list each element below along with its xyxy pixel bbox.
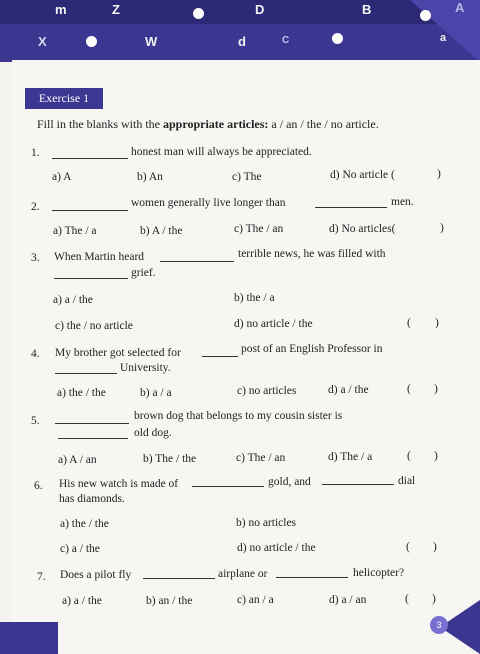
q5-answer-open: ( <box>407 450 411 462</box>
q4-number: 4. <box>31 348 40 360</box>
q7-blank-1[interactable] <box>143 578 215 579</box>
q1-option-d[interactable]: d) No article ( <box>330 169 395 181</box>
q3-option-b[interactable]: b) the / a <box>234 292 275 304</box>
banner-letter-c: C <box>282 35 290 46</box>
page-number: 3 <box>430 616 448 634</box>
q6-text-3: dial <box>398 475 416 487</box>
q7-number: 7. <box>37 571 46 583</box>
q4-option-a[interactable]: a) the / the <box>57 387 106 399</box>
banner-letter-d-small: d <box>238 34 246 49</box>
q4-option-d[interactable]: d) a / the <box>328 384 369 396</box>
q1-text: honest man will always be appreciated. <box>131 146 312 158</box>
q4-blank-2[interactable] <box>55 373 117 374</box>
q2-option-c[interactable]: c) The / an <box>234 223 284 235</box>
banner-letter-a: A <box>455 0 465 15</box>
q4-text-2: post of an English Professor in <box>241 343 383 355</box>
q5-text-end: old dog. <box>134 427 172 439</box>
q1-number: 1. <box>31 147 40 159</box>
q1-blank[interactable] <box>52 158 128 159</box>
q4-option-b[interactable]: b) a / a <box>140 387 172 399</box>
q6-blank-2[interactable] <box>322 484 394 485</box>
q3-option-c[interactable]: c) the / no article <box>55 320 133 332</box>
q3-text-end: grief. <box>131 267 156 279</box>
q6-blank-1[interactable] <box>192 486 264 487</box>
header-banner <box>0 0 480 62</box>
q4-text-end: University. <box>120 362 171 374</box>
banner-dot <box>332 33 343 44</box>
q6-answer-open: ( <box>406 541 410 553</box>
q4-blank-1[interactable] <box>202 356 238 357</box>
q6-text: His new watch is made of <box>59 478 179 490</box>
q7-text-2: airplane or <box>218 568 268 580</box>
banner-letter-m: m <box>55 2 67 17</box>
q3-option-a[interactable]: a) a / the <box>53 294 93 306</box>
banner-letter-d: D <box>255 2 265 17</box>
q2-text: women generally live longer than <box>131 197 286 209</box>
banner-letter-b: B <box>362 2 372 17</box>
q7-blank-2[interactable] <box>276 577 348 578</box>
q4-text: My brother got selected for <box>55 347 181 359</box>
banner-letter-w: W <box>145 34 158 49</box>
q6-text-4: has diamonds. <box>59 493 125 505</box>
footer-left-block <box>0 622 58 654</box>
q6-option-b[interactable]: b) no articles <box>236 517 297 529</box>
q7-text: Does a pilot fly <box>60 569 132 581</box>
q2-option-d[interactable]: d) No articles( <box>329 223 396 235</box>
q2-blank-2[interactable] <box>315 207 387 208</box>
q7-option-b[interactable]: b) an / the <box>146 595 193 607</box>
q5-option-d[interactable]: d) The / a <box>328 451 373 463</box>
q5-answer-close: ) <box>434 450 438 462</box>
q5-text: brown dog that belongs to my cousin sister is <box>134 410 343 422</box>
q2-answer-close: ) <box>440 222 444 234</box>
q2-blank-1[interactable] <box>52 210 128 211</box>
q7-option-d[interactable]: d) a / an <box>329 594 367 606</box>
q3-answer-close: ) <box>435 317 439 329</box>
q3-answer-open: ( <box>407 317 411 329</box>
q4-answer-close: ) <box>434 383 438 395</box>
q5-option-a[interactable]: a) A / an <box>58 454 97 466</box>
q2-option-a[interactable]: a) The / a <box>53 225 97 237</box>
q5-blank-2[interactable] <box>58 438 128 439</box>
q6-text-2: gold, and <box>268 476 311 488</box>
q7-text-3: helicopter? <box>353 567 405 579</box>
banner-letter-x: X <box>38 34 47 49</box>
q6-option-a[interactable]: a) the / the <box>60 518 109 530</box>
q2-number: 2. <box>31 201 40 213</box>
q1-option-c[interactable]: c) The <box>232 171 262 183</box>
banner-top-strip <box>0 0 480 24</box>
exercise-title: Exercise 1 <box>25 88 103 109</box>
banner-letter-a-small: a <box>440 32 447 44</box>
q3-option-d[interactable]: d) no article / the <box>234 318 313 330</box>
instructions: Fill in the blanks with the appropriate articles: a / an / the / no article. <box>37 117 379 131</box>
banner-corner-shape <box>410 0 480 62</box>
q1-option-b[interactable]: b) An <box>137 171 163 183</box>
q3-number: 3. <box>31 252 40 264</box>
q5-number: 5. <box>31 415 40 427</box>
q3-text: When Martin heard <box>54 251 145 263</box>
q2-text-end: men. <box>391 196 414 208</box>
q7-option-a[interactable]: a) a / the <box>62 595 102 607</box>
q5-option-c[interactable]: c) The / an <box>236 452 286 464</box>
q6-answer-close: ) <box>433 541 437 553</box>
q7-answer-open: ( <box>405 593 409 605</box>
banner-letter-z: Z <box>112 2 120 17</box>
q3-blank-1[interactable] <box>160 261 234 262</box>
banner-dot <box>193 8 204 19</box>
q7-answer-close: ) <box>432 593 436 605</box>
q7-option-c[interactable]: c) an / a <box>237 594 274 606</box>
q1-answer-close: ) <box>437 168 441 180</box>
q5-blank-1[interactable] <box>55 423 129 424</box>
q3-text-2: terrible news, he was filled with <box>238 248 386 260</box>
q2-option-b[interactable]: b) A / the <box>140 225 183 237</box>
q1-option-a[interactable]: a) A <box>52 171 72 183</box>
banner-dot <box>86 36 97 47</box>
q6-option-c[interactable]: c) a / the <box>60 543 100 555</box>
q5-option-b[interactable]: b) The / the <box>143 453 197 465</box>
q4-option-c[interactable]: c) no articles <box>237 385 297 397</box>
q6-option-d[interactable]: d) no article / the <box>237 542 316 554</box>
q6-number: 6. <box>34 480 43 492</box>
q3-blank-2[interactable] <box>54 278 128 279</box>
q4-answer-open: ( <box>407 383 411 395</box>
banner-dot <box>420 10 431 21</box>
